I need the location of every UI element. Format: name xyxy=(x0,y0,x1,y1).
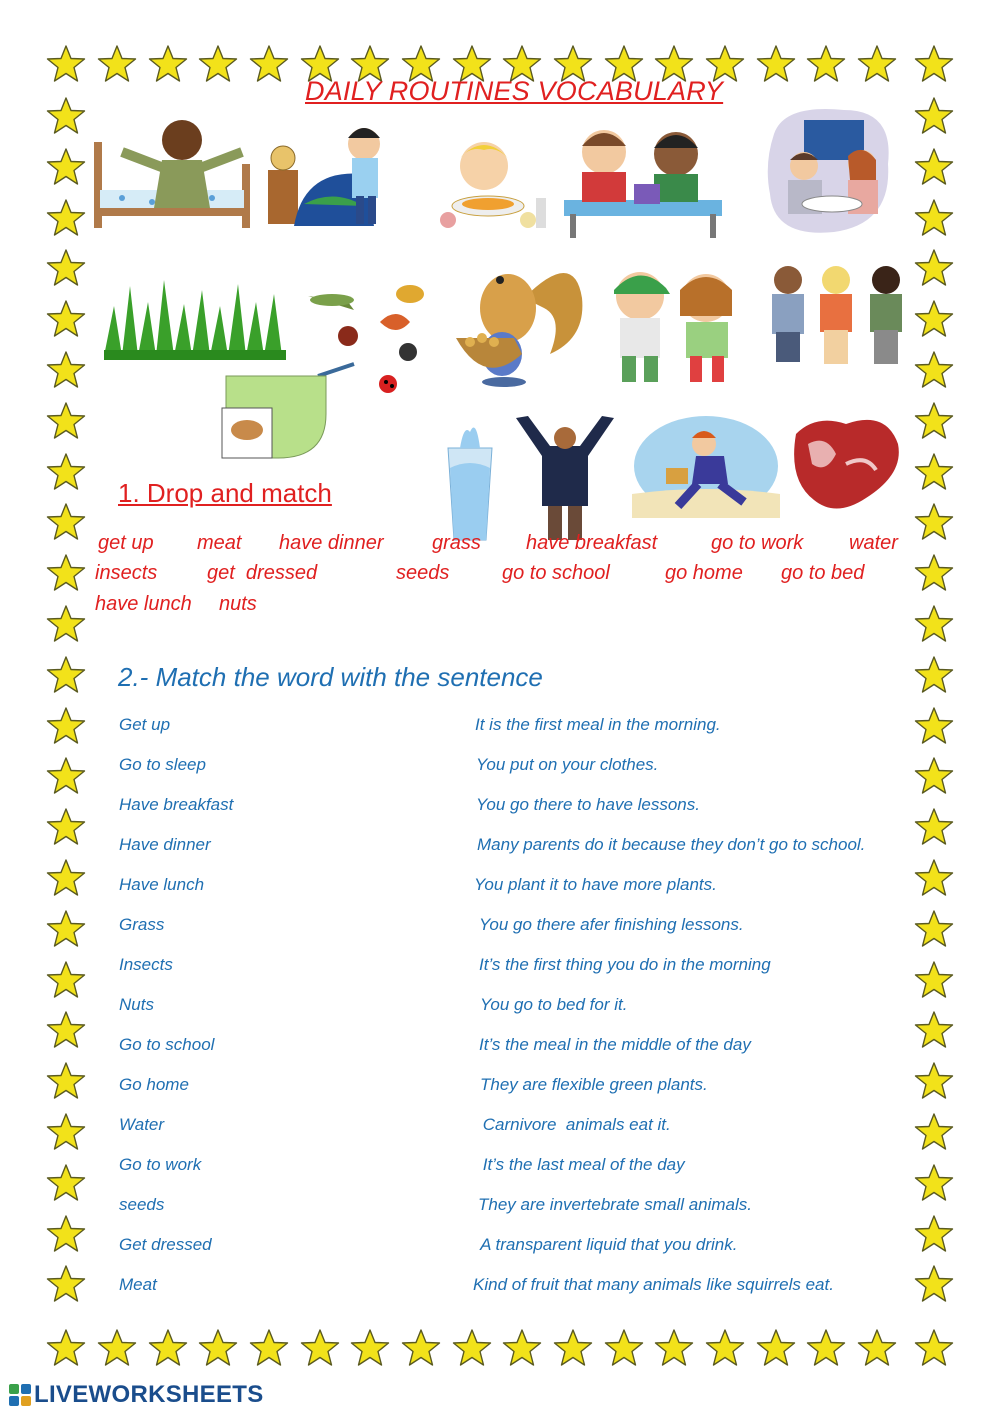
star-icon xyxy=(46,1214,86,1254)
star-icon xyxy=(914,350,954,390)
star-icon xyxy=(806,44,846,84)
word-bank-item[interactable]: get dressed xyxy=(207,562,318,584)
page-title: DAILY ROUTINES VOCABULARY xyxy=(305,76,724,106)
star-icon xyxy=(46,1112,86,1152)
star-icon xyxy=(46,299,86,339)
star-icon xyxy=(914,1061,954,1101)
star-icon xyxy=(914,807,954,847)
section-2-title: 2.- Match the word with the sentence xyxy=(118,662,543,692)
star-icon xyxy=(914,604,954,644)
match-word[interactable]: Water xyxy=(119,1115,165,1134)
word-bank-item[interactable]: water xyxy=(849,532,898,554)
star-icon xyxy=(46,553,86,593)
get-up-image xyxy=(92,112,252,232)
have-lunch-image xyxy=(564,122,722,240)
star-icon xyxy=(914,299,954,339)
star-icon xyxy=(914,452,954,492)
star-icon xyxy=(46,756,86,796)
match-sentence[interactable]: You go there afer finishing lessons. xyxy=(479,915,744,934)
star-icon xyxy=(914,706,954,746)
star-icon xyxy=(46,655,86,695)
star-icon xyxy=(148,1328,188,1368)
match-word[interactable]: Nuts xyxy=(119,995,154,1014)
match-sentence[interactable]: You go there to have lessons. xyxy=(476,795,700,814)
word-bank-item[interactable]: have breakfast xyxy=(526,532,658,554)
star-icon xyxy=(46,960,86,1000)
star-icon xyxy=(46,1010,86,1050)
star-icon xyxy=(914,1163,954,1203)
star-icon xyxy=(914,655,954,695)
word-bank-item[interactable]: go home xyxy=(665,562,743,584)
word-bank-item[interactable]: nuts xyxy=(219,593,257,615)
star-icon xyxy=(46,1061,86,1101)
star-icon xyxy=(46,96,86,136)
star-icon xyxy=(198,44,238,84)
word-bank-item[interactable]: insects xyxy=(95,562,158,584)
star-icon xyxy=(914,147,954,187)
match-word[interactable]: Meat xyxy=(119,1275,157,1294)
match-word[interactable]: Get dressed xyxy=(119,1235,212,1254)
star-icon xyxy=(914,1264,954,1304)
match-word[interactable]: Have breakfast xyxy=(119,795,234,814)
match-word[interactable]: Insects xyxy=(119,955,173,974)
star-icon xyxy=(46,1264,86,1304)
have-dinner-image xyxy=(764,104,894,240)
brand-name: LIVEWORKSHEETS xyxy=(34,1381,264,1408)
star-icon xyxy=(914,858,954,898)
star-icon xyxy=(46,350,86,390)
star-icon xyxy=(806,1328,846,1368)
star-icon xyxy=(914,401,954,441)
seeds-image xyxy=(218,374,334,462)
match-sentence[interactable]: It is the first meal in the morning. xyxy=(475,715,721,734)
meat-image xyxy=(786,414,904,514)
match-word[interactable]: seeds xyxy=(119,1195,165,1214)
word-bank-item[interactable]: seeds xyxy=(396,562,450,584)
star-icon xyxy=(46,1163,86,1203)
star-icon xyxy=(46,452,86,492)
word-bank-item[interactable]: go to bed xyxy=(781,562,865,584)
star-icon xyxy=(654,1328,694,1368)
section-1-title: 1. Drop and match xyxy=(118,478,332,508)
get-dressed-image xyxy=(512,416,618,540)
star-icon xyxy=(914,1328,954,1368)
go-to-bed-image xyxy=(264,118,414,228)
match-sentence[interactable]: It’s the meal in the middle of the day xyxy=(479,1035,751,1054)
star-icon xyxy=(46,502,86,542)
star-icon xyxy=(46,1328,86,1368)
water-image xyxy=(440,418,500,542)
star-icon xyxy=(46,706,86,746)
star-icon xyxy=(857,44,897,84)
go-to-work-image xyxy=(632,414,780,518)
match-sentence[interactable]: They are flexible green plants. xyxy=(480,1075,708,1094)
star-icon xyxy=(46,858,86,898)
match-sentence[interactable]: A transparent liquid that you drink. xyxy=(476,1235,738,1254)
star-icon xyxy=(553,1328,593,1368)
star-icon xyxy=(46,909,86,949)
star-icon xyxy=(46,248,86,288)
star-icon xyxy=(46,198,86,238)
match-word[interactable]: Go to sleep xyxy=(119,755,206,774)
star-icon xyxy=(97,1328,137,1368)
star-icon xyxy=(198,1328,238,1368)
liveworksheets-logo xyxy=(8,1382,264,1408)
star-icon xyxy=(914,909,954,949)
match-sentence[interactable]: They are invertebrate small animals. xyxy=(478,1195,753,1214)
have-breakfast-image xyxy=(428,128,556,238)
star-icon xyxy=(46,604,86,644)
star-icon xyxy=(502,1328,542,1368)
match-sentence[interactable]: It’s the first thing you do in the morning xyxy=(479,955,771,974)
star-icon xyxy=(914,960,954,1000)
match-word[interactable]: Have lunch xyxy=(119,875,205,894)
star-icon xyxy=(914,553,954,593)
star-icon xyxy=(46,44,86,84)
word-bank-item[interactable]: have dinner xyxy=(279,532,384,554)
match-sentence[interactable]: You plant it to have more plants. xyxy=(474,875,717,894)
star-icon xyxy=(756,44,796,84)
star-icon xyxy=(97,44,137,84)
star-icon xyxy=(914,96,954,136)
word-bank-item[interactable]: have lunch xyxy=(95,593,192,615)
star-icon xyxy=(756,1328,796,1368)
word-bank-item[interactable]: get up xyxy=(98,532,154,554)
star-icon xyxy=(705,1328,745,1368)
match-word[interactable]: Go to work xyxy=(119,1155,202,1174)
star-icon xyxy=(46,401,86,441)
squirrel-nuts-image xyxy=(454,258,586,388)
star-icon xyxy=(350,1328,390,1368)
grass-image xyxy=(104,276,286,360)
star-icon xyxy=(914,1112,954,1152)
star-icon xyxy=(249,1328,289,1368)
match-word[interactable]: Go home xyxy=(119,1075,189,1094)
match-word[interactable]: Grass xyxy=(119,915,165,934)
star-icon xyxy=(46,807,86,847)
word-bank-item[interactable]: go to work xyxy=(711,532,804,554)
match-word[interactable]: Go to school xyxy=(119,1035,215,1054)
star-icon xyxy=(914,248,954,288)
star-icon xyxy=(914,756,954,796)
match-word[interactable]: Get up xyxy=(119,715,171,734)
match-sentence[interactable]: It’s the last meal of the day xyxy=(478,1155,685,1174)
star-icon xyxy=(452,1328,492,1368)
match-sentence[interactable]: Many parents do it because they don’t go to school. xyxy=(477,835,866,854)
word-bank-item[interactable]: meat xyxy=(197,532,242,554)
star-icon xyxy=(46,147,86,187)
go-home-image xyxy=(764,262,910,370)
match-sentence[interactable]: Kind of fruit that many animals like squirrels eat. xyxy=(473,1275,834,1294)
star-icon xyxy=(401,1328,441,1368)
star-icon xyxy=(148,44,188,84)
match-sentence[interactable]: Carnivore animals eat it. xyxy=(478,1115,671,1134)
star-icon xyxy=(604,1328,644,1368)
go-to-school-image xyxy=(600,260,750,390)
liveworksheets-icon xyxy=(8,1383,32,1407)
star-icon xyxy=(914,502,954,542)
match-word[interactable]: Have dinner xyxy=(119,835,211,854)
word-bank-item[interactable]: grass xyxy=(432,532,481,554)
star-icon xyxy=(249,44,289,84)
star-icon xyxy=(914,198,954,238)
star-icon xyxy=(914,1214,954,1254)
star-icon xyxy=(914,44,954,84)
word-bank-item[interactable]: go to school xyxy=(502,562,610,584)
star-icon xyxy=(857,1328,897,1368)
match-sentence[interactable]: You go to bed for it. xyxy=(480,995,628,1014)
star-icon xyxy=(914,1010,954,1050)
match-sentence[interactable]: You put on your clothes. xyxy=(476,755,659,774)
star-icon xyxy=(300,1328,340,1368)
